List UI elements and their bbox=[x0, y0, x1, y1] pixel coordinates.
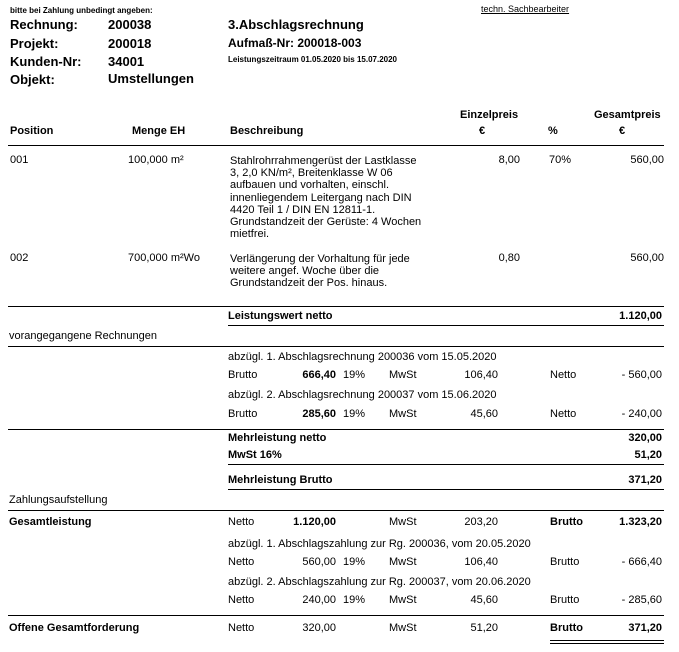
mehrleistung-brutto-label: Mehrleistung Brutto bbox=[228, 474, 333, 486]
item-1-einzelpreis: 8,00 bbox=[498, 154, 520, 166]
gesamt-brutto: 1.323,20 bbox=[619, 516, 662, 528]
zahlung-divider bbox=[8, 510, 664, 511]
kunden-label: Kunden-Nr: bbox=[10, 54, 82, 69]
item-2-desc-line: Grundstandzeit der Pos. hinaus. bbox=[230, 277, 388, 290]
leistungswert-label: Leistungswert netto bbox=[228, 310, 333, 322]
item-1-desc-line: Grundstandzeit der Gerüste: 4 Wochen bbox=[230, 216, 422, 229]
previous-2-brutto: 285,60 bbox=[302, 408, 336, 420]
mehrleistung-brutto-underline bbox=[228, 489, 664, 490]
item-2-description bbox=[230, 253, 410, 290]
zahlung-end-divider bbox=[8, 615, 664, 616]
leistungswert-value: 1.120,00 bbox=[619, 310, 662, 322]
item-1-desc-line: 4420 Teil 1 / DIN EN 12811-1. bbox=[230, 203, 376, 216]
mehrleistung-netto-label: Mehrleistung netto bbox=[228, 432, 327, 444]
zahlung-1-rate: 19% bbox=[343, 556, 366, 568]
item-2-desc-line: weitere angef. Woche über die bbox=[230, 265, 379, 278]
previous-invoices-title: vorangegangene Rechnungen bbox=[9, 330, 158, 342]
col-beschreibung: Beschreibung bbox=[230, 125, 304, 137]
zahlung-1-brutto-label: Brutto bbox=[550, 556, 580, 568]
zahlung-1-mwst-label: MwSt bbox=[389, 556, 417, 568]
col-position: Position bbox=[10, 125, 54, 137]
item-2-gesamtpreis: 560,00 bbox=[630, 252, 664, 264]
previous-2-netto-label: Netto bbox=[550, 408, 577, 420]
document-title: 3.Abschlagsrechnung bbox=[228, 17, 364, 32]
item-1-desc-line: aufbauen und vorhalten, einschl. bbox=[230, 179, 390, 192]
zahlung-1-brutto: - 666,40 bbox=[621, 556, 662, 568]
zahlung-1-netto-label: Netto bbox=[228, 556, 255, 568]
gesamtleistung-label: Gesamtleistung bbox=[9, 516, 92, 528]
offen-mwst: 51,20 bbox=[470, 622, 498, 634]
item-1-desc-line: 3, 2,0 KN/m², Breitenklasse W 06 bbox=[230, 167, 393, 180]
objekt-label: Objekt: bbox=[10, 72, 55, 87]
aufmass-number: Aufmaß-Nr: 200018-003 bbox=[228, 36, 362, 50]
items-divider bbox=[8, 306, 664, 307]
previous-2-text: abzügl. 2. Abschlagsrechnung 200037 vom 15.06.2020 bbox=[228, 389, 497, 401]
offen-mwst-label: MwSt bbox=[389, 622, 417, 634]
zahlung-1-mwst: 106,40 bbox=[464, 556, 498, 568]
total-double-underline-top bbox=[550, 640, 664, 641]
kunden-value: 34001 bbox=[108, 54, 145, 69]
gesamt-netto-label: Netto bbox=[228, 516, 255, 528]
rechnung-value: 200038 bbox=[108, 17, 152, 32]
zahlung-2-netto: 240,00 bbox=[302, 594, 336, 606]
item-2-position: 002 bbox=[10, 252, 29, 264]
offen-netto-label: Netto bbox=[228, 622, 255, 634]
col-gesamtpreis-unit: € bbox=[619, 125, 626, 137]
previous-2-netto: - 240,00 bbox=[621, 408, 662, 420]
mehrleistung-mwst: 51,20 bbox=[634, 449, 662, 461]
zahlung-2-mwst-label: MwSt bbox=[389, 594, 417, 606]
zahlung-2-rate: 19% bbox=[343, 594, 366, 606]
total-double-underline-bottom bbox=[550, 643, 664, 644]
item-2-desc-line: Verlängerung der Vorhaltung für jede bbox=[230, 253, 410, 265]
col-menge: Menge EH bbox=[132, 125, 186, 137]
previous-1-netto: - 560,00 bbox=[621, 369, 662, 381]
projekt-value: 200018 bbox=[108, 36, 152, 51]
zahlung-2-mwst: 45,60 bbox=[470, 594, 498, 606]
rechnung-label: Rechnung: bbox=[10, 17, 78, 32]
previous-end-divider bbox=[8, 429, 664, 430]
previous-1-brutto-label: Brutto bbox=[228, 369, 258, 381]
zahlung-2-text: abzügl. 2. Abschlagszahlung zur Rg. 200037, vom 20.06.2020 bbox=[228, 576, 531, 588]
mehrleistung-brutto: 371,20 bbox=[628, 474, 662, 486]
previous-1-brutto: 666,40 bbox=[302, 369, 336, 381]
item-1-desc-line: Stahlrohrrahmengerüst der Lastklasse bbox=[230, 155, 417, 167]
item-1-gesamtpreis: 560,00 bbox=[630, 154, 664, 166]
item-1-description bbox=[230, 155, 421, 240]
leistungszeitraum: Leistungszeitraum 01.05.2020 bis 15.07.2020 bbox=[228, 55, 397, 64]
offen-netto: 320,00 bbox=[302, 622, 336, 634]
previous-2-mwst: 45,60 bbox=[470, 408, 498, 420]
zahlung-1-text: abzügl. 1. Abschlagszahlung zur Rg. 200036, vom 20.05.2020 bbox=[228, 538, 531, 550]
item-1-percent: 70% bbox=[549, 154, 572, 166]
gesamt-mwst: 203,20 bbox=[464, 516, 498, 528]
item-2-einzelpreis: 0,80 bbox=[498, 252, 520, 264]
item-1-desc-line: innenliegendem Leitergang nach DIN bbox=[230, 191, 412, 204]
zahlung-1-netto: 560,00 bbox=[302, 556, 336, 568]
previous-1-mwst-label: MwSt bbox=[389, 369, 417, 381]
tech-contact-link[interactable]: techn. Sachbearbeiter bbox=[481, 4, 570, 14]
zahlung-2-netto-label: Netto bbox=[228, 594, 255, 606]
col-percent: % bbox=[548, 125, 558, 137]
previous-1-text: abzügl. 1. Abschlagsrechnung 200036 vom 15.05.2020 bbox=[228, 351, 497, 363]
leistungswert-underline bbox=[228, 325, 664, 326]
offen-brutto-label: Brutto bbox=[550, 622, 583, 634]
col-einzelpreis: Einzelpreis bbox=[460, 109, 519, 121]
item-1-desc-line: mietfrei. bbox=[230, 228, 270, 241]
mehrleistung-mwst-label: MwSt 16% bbox=[228, 449, 282, 461]
previous-1-rate: 19% bbox=[343, 369, 366, 381]
payment-notice: bitte bei Zahlung unbedingt angeben: bbox=[10, 6, 153, 15]
item-2-menge: 700,000 m²Wo bbox=[128, 252, 200, 264]
mehrleistung-netto: 320,00 bbox=[628, 432, 662, 444]
gesamt-netto: 1.120,00 bbox=[293, 516, 336, 528]
zahlung-2-brutto-label: Brutto bbox=[550, 594, 580, 606]
item-1-menge: 100,000 m² bbox=[128, 154, 184, 166]
previous-1-netto-label: Netto bbox=[550, 369, 577, 381]
projekt-label: Projekt: bbox=[10, 36, 59, 51]
previous-2-brutto-label: Brutto bbox=[228, 408, 258, 420]
gesamt-brutto-label: Brutto bbox=[550, 516, 583, 528]
col-gesamtpreis: Gesamtpreis bbox=[594, 109, 661, 121]
zahlung-2-brutto: - 285,60 bbox=[621, 594, 662, 606]
zahlungsaufstellung-title: Zahlungsaufstellung bbox=[9, 494, 108, 506]
header-divider bbox=[8, 145, 664, 146]
previous-2-rate: 19% bbox=[343, 408, 366, 420]
mehrleistung-underline bbox=[228, 464, 664, 465]
offene-forderung-label: Offene Gesamtforderung bbox=[9, 622, 140, 634]
previous-1-mwst: 106,40 bbox=[464, 369, 498, 381]
objekt-value: Umstellungen bbox=[108, 71, 194, 86]
previous-divider bbox=[8, 346, 664, 347]
offen-brutto: 371,20 bbox=[628, 622, 662, 634]
item-1-position: 001 bbox=[10, 154, 29, 166]
gesamt-mwst-label: MwSt bbox=[389, 516, 417, 528]
previous-2-mwst-label: MwSt bbox=[389, 408, 417, 420]
col-einzelpreis-unit: € bbox=[479, 125, 486, 137]
